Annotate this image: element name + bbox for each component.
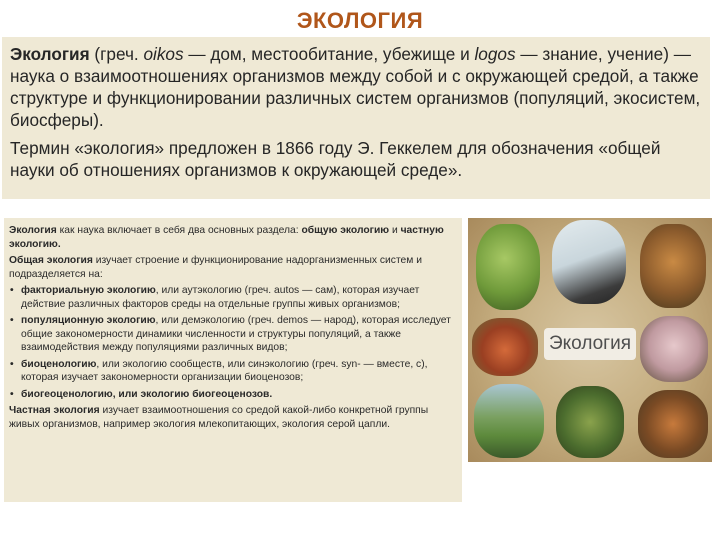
general-ecology-list <box>9 284 457 401</box>
plant-photo <box>476 224 540 310</box>
animal-photo <box>638 390 708 458</box>
haeckel-paragraph: Термин «экология» предложен в 1866 году Э. Геккелем для обозначения «общей науки об отношениях организмов к окружающей среде». <box>10 138 661 180</box>
private-term: Частная экология <box>9 405 100 416</box>
classification-box <box>4 218 462 502</box>
intro-text: как наука включает в себя два основных раздела: <box>56 225 302 236</box>
definition-term: Экология <box>10 44 90 64</box>
slide-title: ЭКОЛОГИЯ <box>296 8 424 33</box>
intro-term: Экология <box>9 225 57 236</box>
fox-photo <box>640 224 706 308</box>
ecology-collage <box>468 218 712 462</box>
list-item-term: факториальную экологию <box>21 285 156 296</box>
general-text: изучает строение и функционирование надорганизменных систем и подразделяется на: <box>9 255 422 280</box>
list-item <box>9 314 457 355</box>
crane-photo <box>552 220 626 304</box>
lake-photo <box>474 384 544 458</box>
list-item <box>9 358 457 385</box>
list-item-term: популяционную экологию <box>21 315 156 326</box>
forest-photo <box>556 386 624 458</box>
definition-paragraph <box>10 43 702 131</box>
list-item-term: биоценологию <box>21 358 97 370</box>
definition-oikos: oikos <box>143 44 184 64</box>
general-term: Общая экология <box>9 255 93 266</box>
crab-photo <box>472 318 538 376</box>
definition-text: (греч. <box>89 44 144 64</box>
general-ecology-paragraph <box>9 254 457 281</box>
mushroom-photo <box>640 316 708 382</box>
list-item-text: , или демэкологию (греч. demos — народ), которая исследует общие закономерности динамики численности и структуры популяций, а также взаимодействия между популяциями различных видов; <box>21 315 451 353</box>
private-ecology-paragraph <box>9 404 457 431</box>
definition-logos: logos <box>474 44 516 64</box>
list-item <box>9 284 457 311</box>
collage-label: Экология <box>544 328 636 360</box>
classification-intro <box>9 224 457 251</box>
definition-text: — знание, учение) — наука о взаимоотношениях организмов между собой и с окружающей средой, а также структуре и функционировании различных систем организмов (популяций, экосистем, биосферы). <box>10 44 701 130</box>
list-item-text: , или аутэкологию (греч. autos — сам), которая изучает действие различных факторов среды на отдельные группы живых организмов; <box>21 285 420 310</box>
intro-private: частную экологию. <box>9 225 444 250</box>
intro-text: и <box>389 225 401 236</box>
list-item-text: , или экологию сообществ, или синэкологию (греч. syn- — вместе, с), которая изучает закономерности организации биоценозов; <box>21 358 428 383</box>
list-item-term: биогеоценологию, или экологию биогеоценозов. <box>21 388 273 400</box>
private-text: изучает взаимоотношения со средой какой-либо конкретной группы живых организмов, например экология млекопитающих, экология серой цапли. <box>9 405 429 430</box>
definition-text: — дом, местообитание, убежище и <box>183 44 475 64</box>
intro-general: общую экологию <box>301 225 390 236</box>
list-item <box>9 388 457 402</box>
definition-box <box>2 37 710 199</box>
